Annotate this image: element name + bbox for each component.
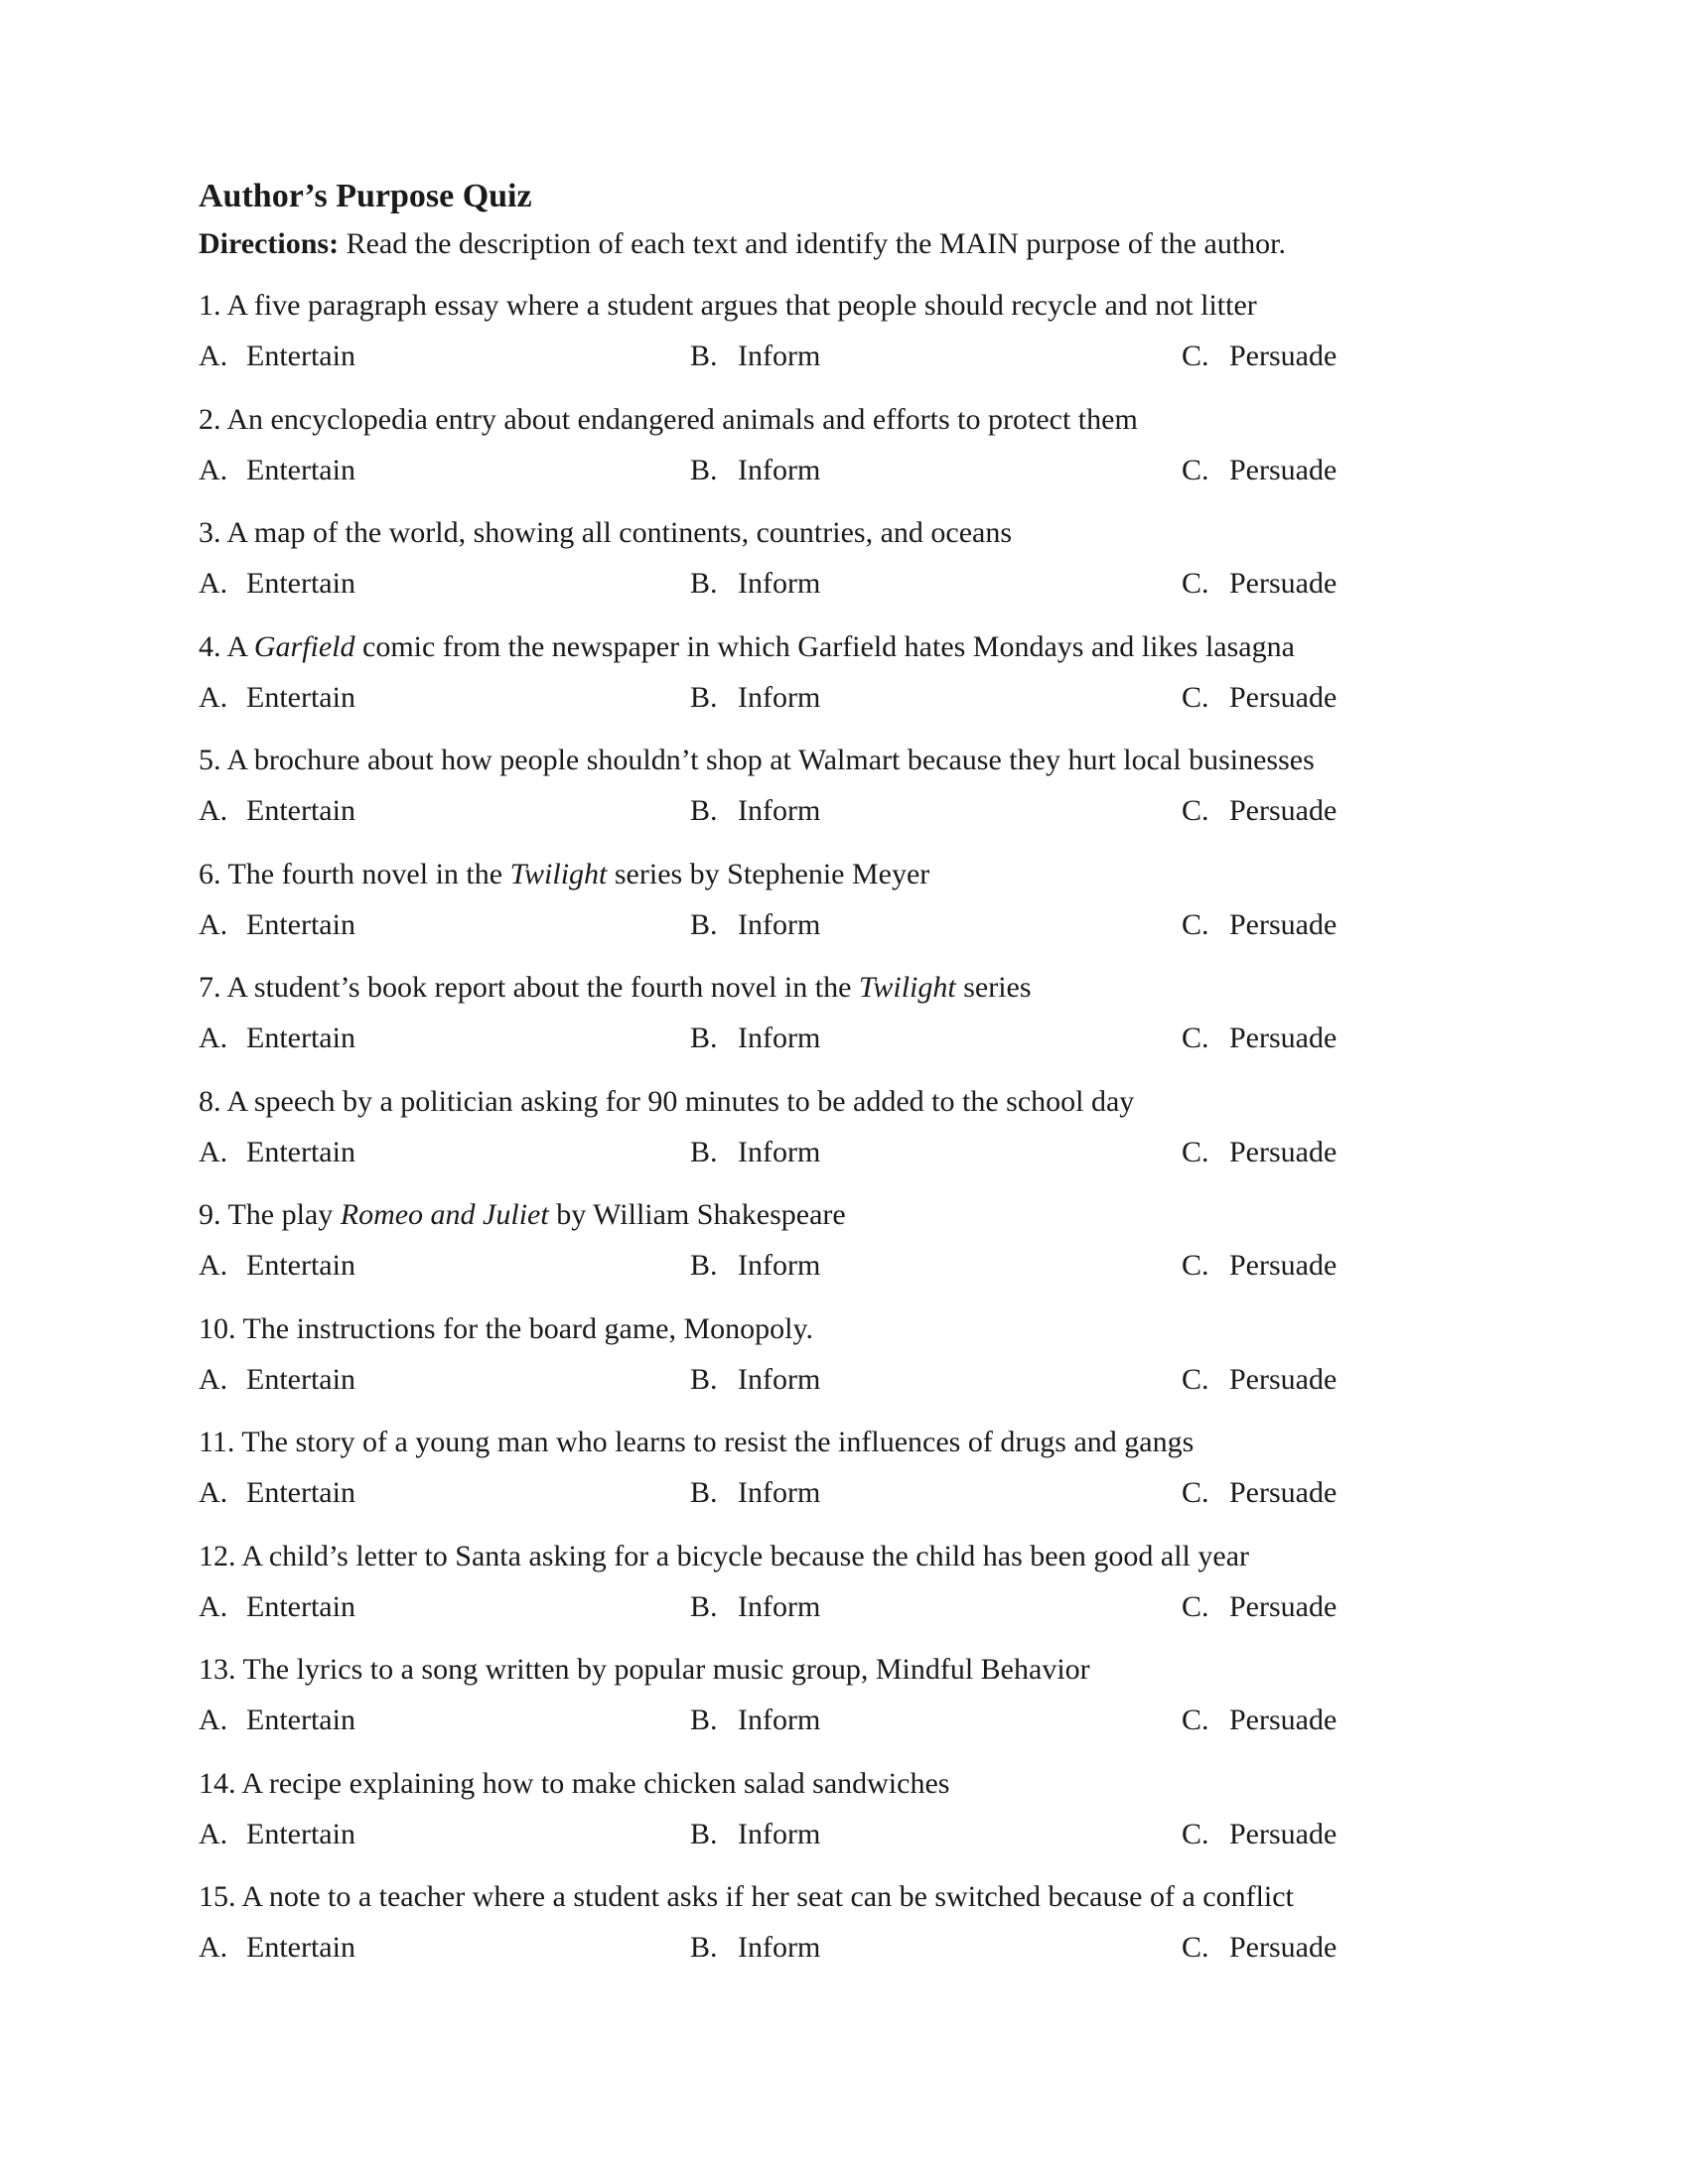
question-item [199, 286, 1489, 400]
question-text [199, 1423, 1489, 1462]
option-a-letter: A. [199, 340, 228, 372]
option-a-label: Entertain [246, 453, 355, 486]
question-text [199, 286, 1489, 326]
option-b[interactable] [690, 1246, 820, 1286]
option-b-letter: B. [690, 1931, 718, 1964]
quiz-page [199, 169, 1489, 1991]
option-a-label: Entertain [246, 1931, 355, 1964]
option-a-letter: A. [199, 1476, 228, 1509]
option-b-label: Inform [738, 907, 821, 941]
question-text-segment: series by Stephenie Meyer [607, 857, 930, 890]
question-item [199, 1195, 1489, 1309]
option-c[interactable] [1182, 451, 1336, 490]
option-a[interactable] [199, 451, 355, 490]
question-item [199, 1423, 1489, 1537]
option-a-label: Entertain [246, 1022, 355, 1054]
question-text [199, 1764, 1489, 1804]
option-b-letter: B. [690, 1249, 718, 1282]
option-c[interactable] [1182, 564, 1336, 604]
question-text [199, 1082, 1489, 1122]
option-a-letter: A. [199, 1589, 228, 1623]
option-b-letter: B. [690, 1817, 718, 1850]
question-text-segment: 10. The instructions for the board game, Monopoly. [199, 1311, 814, 1345]
question-text-segment: 8. A speech by a politician asking for 90 minutes to be added to the school day [199, 1084, 1135, 1118]
option-a-label: Entertain [246, 794, 355, 827]
option-c-letter: C. [1182, 567, 1209, 600]
question-text-segment: 12. A child’s letter to Santa asking for a bicycle because the child has been good all year [199, 1539, 1249, 1572]
directions-text: Read the description of each text and identify the MAIN purpose of the author. [339, 227, 1286, 260]
option-b[interactable] [690, 791, 820, 831]
option-a-letter: A. [199, 567, 228, 600]
option-c-letter: C. [1182, 340, 1209, 372]
option-c[interactable] [1182, 1473, 1336, 1513]
question-text-segment: 3. A map of the world, showing all continents, countries, and oceans [199, 516, 1013, 549]
question-item [199, 741, 1489, 855]
question-text [199, 1650, 1489, 1690]
option-b-letter: B. [690, 794, 718, 827]
option-a-letter: A. [199, 1817, 228, 1850]
option-b-letter: B. [690, 1589, 718, 1623]
question-item [199, 513, 1489, 627]
question-text-segment: 9. The play [199, 1198, 341, 1231]
option-a-label: Entertain [246, 680, 355, 714]
option-a-letter: A. [199, 680, 228, 714]
option-b[interactable] [690, 1815, 820, 1854]
question-item [199, 1877, 1489, 1991]
option-c-letter: C. [1182, 1022, 1209, 1054]
question-text [199, 513, 1489, 553]
question-item [199, 968, 1489, 1082]
answer-options [199, 564, 1489, 604]
option-b-label: Inform [738, 1589, 821, 1623]
option-c-letter: C. [1182, 680, 1209, 714]
option-a-label: Entertain [246, 1704, 355, 1736]
option-a[interactable] [199, 337, 355, 376]
question-text-segment: 4. A [199, 629, 254, 663]
option-a[interactable] [199, 678, 355, 718]
option-c-letter: C. [1182, 1704, 1209, 1736]
option-c-label: Persuade [1229, 1476, 1337, 1509]
option-c-label: Persuade [1229, 680, 1337, 714]
option-c[interactable] [1182, 337, 1336, 376]
question-item [199, 1537, 1489, 1651]
question-text-segment: Twilight [858, 971, 956, 1004]
question-text [199, 855, 1489, 894]
option-a[interactable] [199, 564, 355, 604]
option-a-letter: A. [199, 453, 228, 486]
option-b-label: Inform [738, 1704, 821, 1736]
option-a-label: Entertain [246, 1362, 355, 1396]
option-b-letter: B. [690, 680, 718, 714]
question-text-segment: series [955, 971, 1032, 1004]
option-c-letter: C. [1182, 1931, 1209, 1964]
question-text-segment: by William Shakespeare [548, 1198, 846, 1231]
option-c[interactable] [1182, 1246, 1336, 1286]
question-text-segment: 7. A student’s book report about the fourth novel in the [199, 971, 859, 1004]
directions [199, 224, 1489, 264]
option-c-label: Persuade [1229, 567, 1337, 600]
option-a-label: Entertain [246, 907, 355, 941]
question-text [199, 1877, 1489, 1917]
option-a[interactable] [199, 1360, 355, 1400]
option-c-label: Persuade [1229, 1931, 1337, 1964]
question-item [199, 1082, 1489, 1196]
question-text-segment: Twilight [509, 857, 608, 890]
question-text-segment: 2. An encyclopedia entry about endangered animals and efforts to protect them [199, 402, 1138, 436]
question-text-segment: 11. The story of a young man who learns to resist the influences of drugs and gangs [199, 1426, 1195, 1458]
question-text-segment: 14. A recipe explaining how to make chicken salad sandwiches [199, 1766, 950, 1800]
option-b-label: Inform [738, 1249, 821, 1282]
answer-options [199, 1701, 1489, 1740]
option-b-letter: B. [690, 340, 718, 372]
option-c[interactable] [1182, 1360, 1336, 1400]
option-b[interactable] [690, 1587, 820, 1627]
question-item [199, 1650, 1489, 1764]
question-text-segment: 1. A five paragraph essay where a student argues that people should recycle and not litter [199, 289, 1257, 322]
option-a-label: Entertain [246, 1135, 355, 1168]
option-a[interactable] [199, 1815, 355, 1854]
option-a[interactable] [199, 1473, 355, 1513]
option-c-letter: C. [1182, 1249, 1209, 1282]
option-c[interactable] [1182, 1587, 1336, 1627]
option-b[interactable] [690, 1928, 820, 1968]
answer-options [199, 1360, 1489, 1400]
question-text-segment: Garfield [253, 629, 355, 663]
option-c-label: Persuade [1229, 1704, 1337, 1736]
option-b-letter: B. [690, 567, 718, 600]
quiz-title: Author’s Purpose Quiz [199, 178, 532, 214]
question-text-segment: 6. The fourth novel in the [199, 857, 510, 890]
option-b-letter: B. [690, 1022, 718, 1054]
option-b-label: Inform [738, 680, 821, 714]
question-text-segment: 15. A note to a teacher where a student asks if her seat can be switched because of a conflict [199, 1880, 1294, 1913]
option-b[interactable] [690, 1360, 820, 1400]
option-c-label: Persuade [1229, 1817, 1337, 1850]
option-a-letter: A. [199, 1022, 228, 1054]
option-a[interactable] [199, 1133, 355, 1172]
option-c-label: Persuade [1229, 1249, 1337, 1282]
option-c-label: Persuade [1229, 1022, 1337, 1054]
option-a[interactable] [199, 1019, 355, 1058]
option-b-label: Inform [738, 1931, 821, 1964]
option-c-letter: C. [1182, 794, 1209, 827]
option-c-label: Persuade [1229, 453, 1337, 486]
option-b-letter: B. [690, 1704, 718, 1736]
option-b[interactable] [690, 905, 820, 945]
question-text [199, 968, 1489, 1008]
option-a-label: Entertain [246, 1589, 355, 1623]
option-b[interactable] [690, 451, 820, 490]
question-text [199, 741, 1489, 780]
option-b-letter: B. [690, 1362, 718, 1396]
question-item [199, 627, 1489, 742]
option-b-label: Inform [738, 340, 821, 372]
option-c-letter: C. [1182, 1362, 1209, 1396]
option-b-letter: B. [690, 907, 718, 941]
question-text [199, 1309, 1489, 1349]
option-a-letter: A. [199, 1362, 228, 1396]
option-b-letter: B. [690, 1476, 718, 1509]
option-c-letter: C. [1182, 1817, 1209, 1850]
option-b[interactable] [690, 337, 820, 376]
option-b-label: Inform [738, 794, 821, 827]
option-a-letter: A. [199, 1931, 228, 1964]
question-item [199, 1309, 1489, 1424]
question-item [199, 400, 1489, 514]
answer-options [199, 451, 1489, 490]
option-c-letter: C. [1182, 907, 1209, 941]
option-a-letter: A. [199, 1704, 228, 1736]
option-c[interactable] [1182, 905, 1336, 945]
option-a[interactable] [199, 791, 355, 831]
option-a[interactable] [199, 1246, 355, 1286]
directions-label: Directions: [199, 227, 340, 260]
option-c-label: Persuade [1229, 794, 1337, 827]
option-b-label: Inform [738, 1817, 821, 1850]
option-b-letter: B. [690, 453, 718, 486]
option-c[interactable] [1182, 791, 1336, 831]
option-c[interactable] [1182, 1815, 1336, 1854]
option-b-label: Inform [738, 453, 821, 486]
option-c-label: Persuade [1229, 907, 1337, 941]
answer-options [199, 1928, 1489, 1968]
question-text [199, 1537, 1489, 1576]
option-c-letter: C. [1182, 453, 1209, 486]
answer-options [199, 1473, 1489, 1513]
option-c-label: Persuade [1229, 1362, 1337, 1396]
option-c-letter: C. [1182, 1589, 1209, 1623]
option-a[interactable] [199, 1701, 355, 1740]
answer-options [199, 1587, 1489, 1627]
option-b[interactable] [690, 1019, 820, 1058]
question-text [199, 400, 1489, 440]
option-c[interactable] [1182, 1701, 1336, 1740]
question-text-segment: comic from the newspaper in which Garfield hates Mondays and likes lasagna [354, 629, 1295, 663]
option-a[interactable] [199, 1928, 355, 1968]
option-c-label: Persuade [1229, 1135, 1337, 1168]
option-c-label: Persuade [1229, 1589, 1337, 1623]
option-b-label: Inform [738, 1476, 821, 1509]
option-c[interactable] [1182, 1928, 1336, 1968]
answer-options [199, 791, 1489, 831]
option-b-letter: B. [690, 1135, 718, 1168]
option-c[interactable] [1182, 1019, 1336, 1058]
option-c-letter: C. [1182, 1476, 1209, 1509]
option-a-letter: A. [199, 907, 228, 941]
option-c-letter: C. [1182, 1135, 1209, 1168]
option-b-label: Inform [738, 1362, 821, 1396]
option-a-label: Entertain [246, 1249, 355, 1282]
question-text-segment: 5. A brochure about how people shouldn’t shop at Walmart because they hurt local businesses [199, 744, 1315, 776]
question-text [199, 627, 1489, 667]
option-a-label: Entertain [246, 340, 355, 372]
question-list [199, 286, 1489, 1991]
answer-options [199, 1133, 1489, 1172]
answer-options [199, 1019, 1489, 1058]
question-text-segment: 13. The lyrics to a song written by popular music group, Mindful Behavior [199, 1653, 1090, 1686]
option-c-label: Persuade [1229, 340, 1337, 372]
question-text [199, 1195, 1489, 1235]
option-b[interactable] [690, 1473, 820, 1513]
question-text-segment: Romeo and Juliet [340, 1198, 549, 1231]
option-a-letter: A. [199, 1249, 228, 1282]
option-a[interactable] [199, 1587, 355, 1627]
option-a-letter: A. [199, 1135, 228, 1168]
option-a-label: Entertain [246, 567, 355, 600]
question-item [199, 855, 1489, 969]
option-c[interactable] [1182, 1133, 1336, 1172]
option-b-label: Inform [738, 567, 821, 600]
answer-options [199, 337, 1489, 376]
answer-options [199, 1815, 1489, 1854]
option-b[interactable] [690, 678, 820, 718]
option-b-label: Inform [738, 1022, 821, 1054]
option-a[interactable] [199, 905, 355, 945]
question-item [199, 1764, 1489, 1878]
option-b[interactable] [690, 1133, 820, 1172]
option-b-label: Inform [738, 1135, 821, 1168]
option-c[interactable] [1182, 678, 1336, 718]
answer-options [199, 905, 1489, 945]
option-a-letter: A. [199, 794, 228, 827]
option-a-label: Entertain [246, 1817, 355, 1850]
answer-options [199, 678, 1489, 718]
answer-options [199, 1246, 1489, 1286]
option-b[interactable] [690, 1701, 820, 1740]
option-a-label: Entertain [246, 1476, 355, 1509]
option-b[interactable] [690, 564, 820, 604]
